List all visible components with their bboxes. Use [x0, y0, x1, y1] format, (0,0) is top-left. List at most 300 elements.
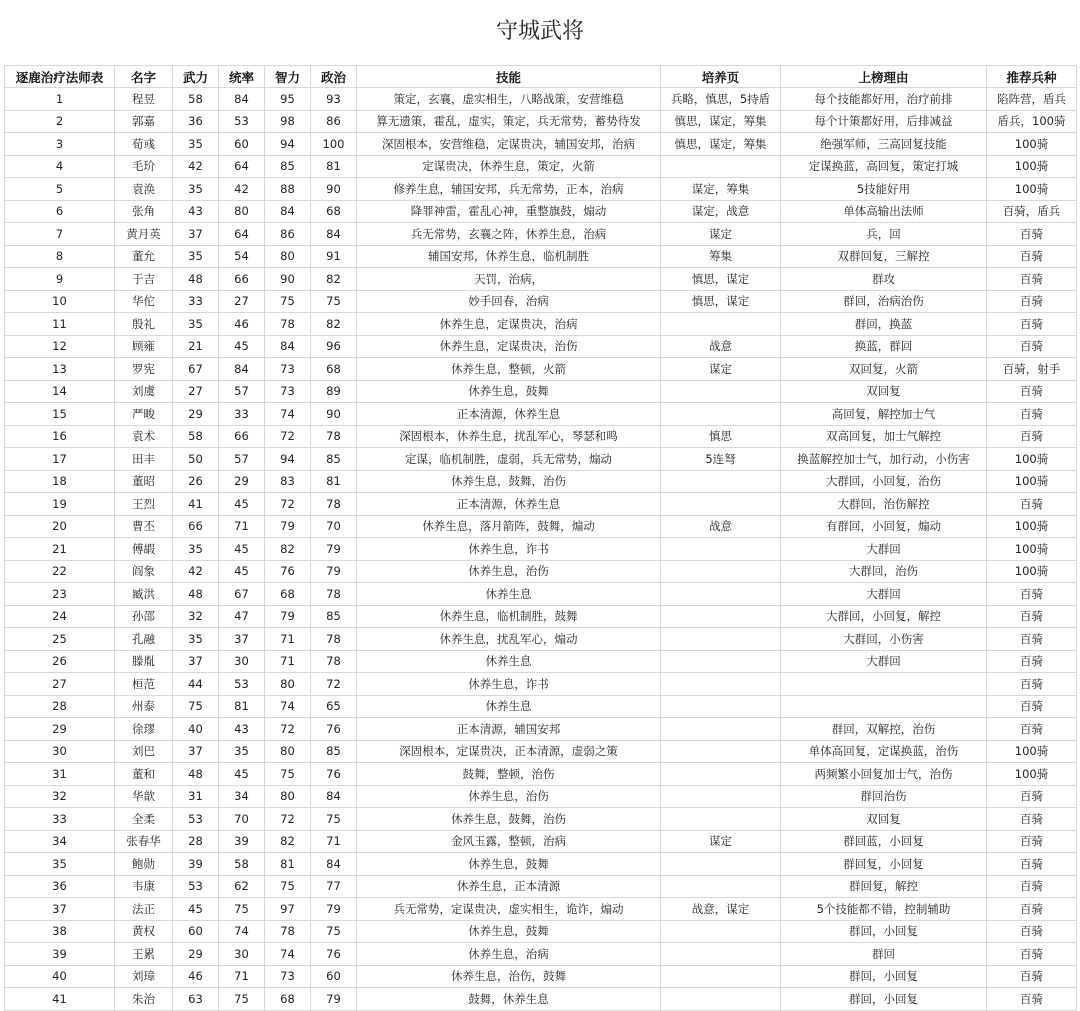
- table-row: [5, 830, 1077, 853]
- command-cell: 53: [219, 673, 265, 696]
- skills-cell: 策定，玄襄，虚实相生，八略战策，安营维稳: [357, 88, 661, 111]
- name-cell: 袁涣: [115, 178, 173, 201]
- training-cell: [661, 380, 781, 403]
- troop-cell: 100骑: [987, 470, 1077, 493]
- training-cell: [661, 965, 781, 988]
- command-cell: 57: [219, 380, 265, 403]
- name-cell: 桓范: [115, 673, 173, 696]
- command-cell: 81: [219, 695, 265, 718]
- politics-cell: 84: [311, 853, 357, 876]
- name-cell: 鲍勋: [115, 853, 173, 876]
- name-cell: 黄权: [115, 920, 173, 943]
- name-cell: 王累: [115, 943, 173, 966]
- reason-cell: 单体高回复，定谋换蓝，治伤: [781, 740, 987, 763]
- index-cell: 6: [5, 200, 115, 223]
- command-cell: 29: [219, 470, 265, 493]
- intelligence-cell: 72: [265, 425, 311, 448]
- force-cell: 35: [173, 178, 219, 201]
- skills-cell: 休养生息，鼓舞: [357, 920, 661, 943]
- table-row: [5, 763, 1077, 786]
- skills-cell: 休养生息，整顿，火箭: [357, 358, 661, 381]
- name-cell: 袁术: [115, 425, 173, 448]
- col-header-force: 武力: [173, 66, 219, 88]
- troop-cell: 百骑，射手: [987, 358, 1077, 381]
- politics-cell: 76: [311, 763, 357, 786]
- index-cell: 4: [5, 155, 115, 178]
- politics-cell: 68: [311, 358, 357, 381]
- troop-cell: 百骑: [987, 830, 1077, 853]
- skills-cell: 休养生息，扰乱军心，煽动: [357, 628, 661, 651]
- name-cell: 州泰: [115, 695, 173, 718]
- page-title: 守城武将: [495, 19, 584, 44]
- intelligence-cell: 84: [265, 200, 311, 223]
- force-cell: 28: [173, 830, 219, 853]
- skills-cell: 鼓舞，整顿，治伤: [357, 763, 661, 786]
- command-cell: 46: [219, 313, 265, 336]
- table-row: [5, 673, 1077, 696]
- force-cell: 42: [173, 560, 219, 583]
- index-cell: 29: [5, 718, 115, 741]
- name-cell: 华佗: [115, 290, 173, 313]
- troop-cell: 百骑: [987, 695, 1077, 718]
- force-cell: 46: [173, 965, 219, 988]
- politics-cell: 72: [311, 673, 357, 696]
- troop-cell: 百骑: [987, 605, 1077, 628]
- force-cell: 44: [173, 673, 219, 696]
- name-cell: 荀彧: [115, 133, 173, 156]
- politics-cell: 81: [311, 155, 357, 178]
- skills-cell: 金风玉露，整顿，治病: [357, 830, 661, 853]
- name-cell: 于吉: [115, 268, 173, 291]
- table-row: [5, 290, 1077, 313]
- reason-cell: 群回，小回复: [781, 988, 987, 1011]
- table-row: [5, 943, 1077, 966]
- reason-cell: 群回: [781, 943, 987, 966]
- training-cell: [661, 538, 781, 561]
- troop-cell: 百骑: [987, 718, 1077, 741]
- name-cell: 王烈: [115, 493, 173, 516]
- name-cell: 严畯: [115, 403, 173, 426]
- table-row: [5, 785, 1077, 808]
- index-cell: 20: [5, 515, 115, 538]
- reason-cell: 每个计策都好用，后排减益: [781, 110, 987, 133]
- intelligence-cell: 90: [265, 268, 311, 291]
- command-cell: 45: [219, 538, 265, 561]
- table-row: [5, 358, 1077, 381]
- politics-cell: 85: [311, 605, 357, 628]
- training-cell: [661, 650, 781, 673]
- troop-cell: 100骑: [987, 538, 1077, 561]
- force-cell: 53: [173, 808, 219, 831]
- table-row: [5, 493, 1077, 516]
- intelligence-cell: 71: [265, 628, 311, 651]
- reason-cell: 群回，换蓝: [781, 313, 987, 336]
- col-header-troop: 推荐兵种: [987, 66, 1077, 88]
- skills-cell: 鼓舞，休养生息: [357, 988, 661, 1011]
- training-cell: [661, 920, 781, 943]
- intelligence-cell: 94: [265, 133, 311, 156]
- skills-cell: 休养生息，治病: [357, 943, 661, 966]
- name-cell: 黄月英: [115, 223, 173, 246]
- politics-cell: 75: [311, 290, 357, 313]
- command-cell: 34: [219, 785, 265, 808]
- table-row: [5, 853, 1077, 876]
- table-row: [5, 695, 1077, 718]
- intelligence-cell: 75: [265, 763, 311, 786]
- troop-cell: 100骑: [987, 763, 1077, 786]
- table-row: [5, 740, 1077, 763]
- intelligence-cell: 74: [265, 403, 311, 426]
- politics-cell: 85: [311, 448, 357, 471]
- force-cell: 75: [173, 695, 219, 718]
- politics-cell: 76: [311, 718, 357, 741]
- skills-cell: 深固根本，安营维稳，定谋贵决，辅国安邦，治病: [357, 133, 661, 156]
- reason-cell: 大群回，小回复，治伤: [781, 470, 987, 493]
- troop-cell: 百骑: [987, 943, 1077, 966]
- force-cell: 48: [173, 583, 219, 606]
- table-row: [5, 628, 1077, 651]
- force-cell: 35: [173, 628, 219, 651]
- index-cell: 24: [5, 605, 115, 628]
- reason-cell: 双群回复，三解控: [781, 245, 987, 268]
- politics-cell: 82: [311, 268, 357, 291]
- force-cell: 53: [173, 875, 219, 898]
- skills-cell: 休养生息: [357, 695, 661, 718]
- intelligence-cell: 72: [265, 718, 311, 741]
- troop-cell: 100骑: [987, 740, 1077, 763]
- name-cell: 毛玠: [115, 155, 173, 178]
- reason-cell: 两频繁小回复加士气，治伤: [781, 763, 987, 786]
- reason-cell: 单体高输出法师: [781, 200, 987, 223]
- name-cell: 顾雍: [115, 335, 173, 358]
- training-cell: 战意: [661, 335, 781, 358]
- troop-cell: 100骑: [987, 133, 1077, 156]
- force-cell: 50: [173, 448, 219, 471]
- command-cell: 60: [219, 133, 265, 156]
- politics-cell: 91: [311, 245, 357, 268]
- name-cell: 曹丕: [115, 515, 173, 538]
- intelligence-cell: 84: [265, 335, 311, 358]
- reason-cell: 群回，小回复: [781, 920, 987, 943]
- training-cell: [661, 875, 781, 898]
- command-cell: 45: [219, 763, 265, 786]
- table-body: [5, 88, 1077, 1011]
- force-cell: 35: [173, 313, 219, 336]
- skills-cell: 休养生息，鼓舞: [357, 853, 661, 876]
- name-cell: 滕胤: [115, 650, 173, 673]
- name-cell: 田丰: [115, 448, 173, 471]
- command-cell: 33: [219, 403, 265, 426]
- skills-cell: 休养生息: [357, 650, 661, 673]
- skills-cell: 休养生息，临机制胜，鼓舞: [357, 605, 661, 628]
- index-cell: 5: [5, 178, 115, 201]
- index-cell: 13: [5, 358, 115, 381]
- politics-cell: 79: [311, 988, 357, 1011]
- troop-cell: 百骑: [987, 673, 1077, 696]
- training-cell: 兵略，慎思，5持盾: [661, 88, 781, 111]
- table-row: [5, 313, 1077, 336]
- force-cell: 27: [173, 380, 219, 403]
- force-cell: 37: [173, 740, 219, 763]
- intelligence-cell: 97: [265, 898, 311, 921]
- index-cell: 14: [5, 380, 115, 403]
- command-cell: 37: [219, 628, 265, 651]
- force-cell: 42: [173, 155, 219, 178]
- reason-cell: 每个技能都好用，治疗前排: [781, 88, 987, 111]
- col-header-name: 名字: [115, 66, 173, 88]
- table-row: [5, 470, 1077, 493]
- generals-table: [4, 65, 1077, 1011]
- reason-cell: 大群回，小伤害: [781, 628, 987, 651]
- troop-cell: 百骑: [987, 223, 1077, 246]
- force-cell: 37: [173, 650, 219, 673]
- training-cell: [661, 853, 781, 876]
- table-row: [5, 808, 1077, 831]
- col-header-reason: 上榜理由: [781, 66, 987, 88]
- intelligence-cell: 74: [265, 695, 311, 718]
- skills-cell: 正本清源，辅国安邦: [357, 718, 661, 741]
- troop-cell: 百骑: [987, 965, 1077, 988]
- intelligence-cell: 81: [265, 853, 311, 876]
- index-cell: 26: [5, 650, 115, 673]
- reason-cell: 双回复: [781, 808, 987, 831]
- training-cell: [661, 988, 781, 1011]
- intelligence-cell: 80: [265, 740, 311, 763]
- intelligence-cell: 80: [265, 785, 311, 808]
- table-row: [5, 133, 1077, 156]
- reason-cell: [781, 695, 987, 718]
- training-cell: 谋定: [661, 358, 781, 381]
- intelligence-cell: 83: [265, 470, 311, 493]
- intelligence-cell: 80: [265, 673, 311, 696]
- index-cell: 32: [5, 785, 115, 808]
- name-cell: 张春华: [115, 830, 173, 853]
- command-cell: 30: [219, 650, 265, 673]
- force-cell: 26: [173, 470, 219, 493]
- index-cell: 40: [5, 965, 115, 988]
- command-cell: 62: [219, 875, 265, 898]
- name-cell: 刘巴: [115, 740, 173, 763]
- skills-cell: 休养生息，落月箭阵，鼓舞，煽动: [357, 515, 661, 538]
- index-cell: 36: [5, 875, 115, 898]
- force-cell: 29: [173, 943, 219, 966]
- index-cell: 23: [5, 583, 115, 606]
- force-cell: 48: [173, 763, 219, 786]
- intelligence-cell: 98: [265, 110, 311, 133]
- name-cell: 孙邵: [115, 605, 173, 628]
- force-cell: 35: [173, 133, 219, 156]
- skills-cell: 休养生息，治伤，鼓舞: [357, 965, 661, 988]
- skills-cell: 深固根本，定谋贵决，正本清源，虚弱之策: [357, 740, 661, 763]
- table-row: [5, 110, 1077, 133]
- troop-cell: 百骑: [987, 380, 1077, 403]
- politics-cell: 79: [311, 898, 357, 921]
- force-cell: 39: [173, 853, 219, 876]
- table-row: [5, 515, 1077, 538]
- col-header-training: 培养页: [661, 66, 781, 88]
- training-cell: 谋定，筹集: [661, 178, 781, 201]
- intelligence-cell: 73: [265, 380, 311, 403]
- training-cell: [661, 628, 781, 651]
- command-cell: 66: [219, 425, 265, 448]
- skills-cell: 辅国安邦，休养生息，临机制胜: [357, 245, 661, 268]
- index-cell: 34: [5, 830, 115, 853]
- troop-cell: 百骑: [987, 853, 1077, 876]
- troop-cell: 百骑: [987, 290, 1077, 313]
- reason-cell: 大群回，小回复，解控: [781, 605, 987, 628]
- table-row: [5, 200, 1077, 223]
- command-cell: 47: [219, 605, 265, 628]
- training-cell: [661, 583, 781, 606]
- force-cell: 35: [173, 538, 219, 561]
- table-row: [5, 920, 1077, 943]
- index-cell: 8: [5, 245, 115, 268]
- header-row: [5, 66, 1077, 88]
- name-cell: 董昭: [115, 470, 173, 493]
- intelligence-cell: 79: [265, 605, 311, 628]
- training-cell: 谋定，战意: [661, 200, 781, 223]
- intelligence-cell: 85: [265, 155, 311, 178]
- name-cell: 孔融: [115, 628, 173, 651]
- col-header-skills: 技能: [357, 66, 661, 88]
- training-cell: 慎思: [661, 425, 781, 448]
- troop-cell: 百骑: [987, 245, 1077, 268]
- reason-cell: [781, 673, 987, 696]
- politics-cell: 84: [311, 785, 357, 808]
- reason-cell: 群回复，解控: [781, 875, 987, 898]
- force-cell: 58: [173, 425, 219, 448]
- intelligence-cell: 68: [265, 988, 311, 1011]
- reason-cell: 大群回: [781, 538, 987, 561]
- politics-cell: 85: [311, 740, 357, 763]
- training-cell: [661, 740, 781, 763]
- troop-cell: 百骑: [987, 650, 1077, 673]
- politics-cell: 100: [311, 133, 357, 156]
- reason-cell: 定谋换蓝，高回复，策定打城: [781, 155, 987, 178]
- politics-cell: 79: [311, 560, 357, 583]
- name-cell: 董允: [115, 245, 173, 268]
- politics-cell: 90: [311, 403, 357, 426]
- command-cell: 64: [219, 155, 265, 178]
- intelligence-cell: 75: [265, 290, 311, 313]
- force-cell: 41: [173, 493, 219, 516]
- politics-cell: 82: [311, 313, 357, 336]
- command-cell: 67: [219, 583, 265, 606]
- politics-cell: 60: [311, 965, 357, 988]
- command-cell: 45: [219, 493, 265, 516]
- training-cell: [661, 313, 781, 336]
- table-row: [5, 650, 1077, 673]
- name-cell: 全柔: [115, 808, 173, 831]
- training-cell: [661, 785, 781, 808]
- reason-cell: 大群回: [781, 650, 987, 673]
- force-cell: 32: [173, 605, 219, 628]
- reason-cell: 群回复，小回复: [781, 853, 987, 876]
- intelligence-cell: 88: [265, 178, 311, 201]
- command-cell: 30: [219, 943, 265, 966]
- reason-cell: 群回，小回复: [781, 965, 987, 988]
- training-cell: 筹集: [661, 245, 781, 268]
- name-cell: 阎象: [115, 560, 173, 583]
- reason-cell: 大群回: [781, 583, 987, 606]
- index-cell: 15: [5, 403, 115, 426]
- reason-cell: 群回，双解控，治伤: [781, 718, 987, 741]
- index-cell: 1: [5, 88, 115, 111]
- troop-cell: 百骑: [987, 268, 1077, 291]
- index-cell: 35: [5, 853, 115, 876]
- reason-cell: 换蓝，群回: [781, 335, 987, 358]
- table-row: [5, 223, 1077, 246]
- table-row: [5, 268, 1077, 291]
- command-cell: 70: [219, 808, 265, 831]
- skills-cell: 降罪神雷，霍乱心神，重整旗鼓，煽动: [357, 200, 661, 223]
- table-row: [5, 718, 1077, 741]
- skills-cell: 休养生息，诈书: [357, 538, 661, 561]
- name-cell: 徐璆: [115, 718, 173, 741]
- politics-cell: 79: [311, 538, 357, 561]
- reason-cell: 双高回复，加士气解控: [781, 425, 987, 448]
- skills-cell: 定谋贵决，休养生息，策定，火箭: [357, 155, 661, 178]
- command-cell: 58: [219, 853, 265, 876]
- troop-cell: 百骑: [987, 583, 1077, 606]
- command-cell: 74: [219, 920, 265, 943]
- index-cell: 9: [5, 268, 115, 291]
- command-cell: 84: [219, 358, 265, 381]
- name-cell: 臧洪: [115, 583, 173, 606]
- politics-cell: 68: [311, 200, 357, 223]
- skills-cell: 休养生息，定谋贵决，治病: [357, 313, 661, 336]
- force-cell: 35: [173, 245, 219, 268]
- politics-cell: 78: [311, 628, 357, 651]
- force-cell: 63: [173, 988, 219, 1011]
- politics-cell: 90: [311, 178, 357, 201]
- name-cell: 郭嘉: [115, 110, 173, 133]
- name-cell: 傅嘏: [115, 538, 173, 561]
- name-cell: 张角: [115, 200, 173, 223]
- troop-cell: 陷阵营，盾兵: [987, 88, 1077, 111]
- table-row: [5, 898, 1077, 921]
- table-row: [5, 560, 1077, 583]
- command-cell: 75: [219, 898, 265, 921]
- name-cell: 法正: [115, 898, 173, 921]
- training-cell: [661, 560, 781, 583]
- force-cell: 67: [173, 358, 219, 381]
- reason-cell: 高回复，解控加士气: [781, 403, 987, 426]
- training-cell: 谋定: [661, 830, 781, 853]
- index-cell: 31: [5, 763, 115, 786]
- intelligence-cell: 74: [265, 943, 311, 966]
- politics-cell: 78: [311, 583, 357, 606]
- force-cell: 48: [173, 268, 219, 291]
- skills-cell: 休养生息，鼓舞，治伤: [357, 470, 661, 493]
- skills-cell: 正本清源，休养生息: [357, 403, 661, 426]
- reason-cell: 大群回，治伤解控: [781, 493, 987, 516]
- name-cell: 董和: [115, 763, 173, 786]
- training-cell: [661, 493, 781, 516]
- index-cell: 39: [5, 943, 115, 966]
- intelligence-cell: 75: [265, 875, 311, 898]
- index-cell: 11: [5, 313, 115, 336]
- command-cell: 45: [219, 560, 265, 583]
- intelligence-cell: 79: [265, 515, 311, 538]
- command-cell: 84: [219, 88, 265, 111]
- index-cell: 3: [5, 133, 115, 156]
- reason-cell: 群攻: [781, 268, 987, 291]
- troop-cell: 百骑: [987, 403, 1077, 426]
- intelligence-cell: 68: [265, 583, 311, 606]
- intelligence-cell: 73: [265, 358, 311, 381]
- politics-cell: 70: [311, 515, 357, 538]
